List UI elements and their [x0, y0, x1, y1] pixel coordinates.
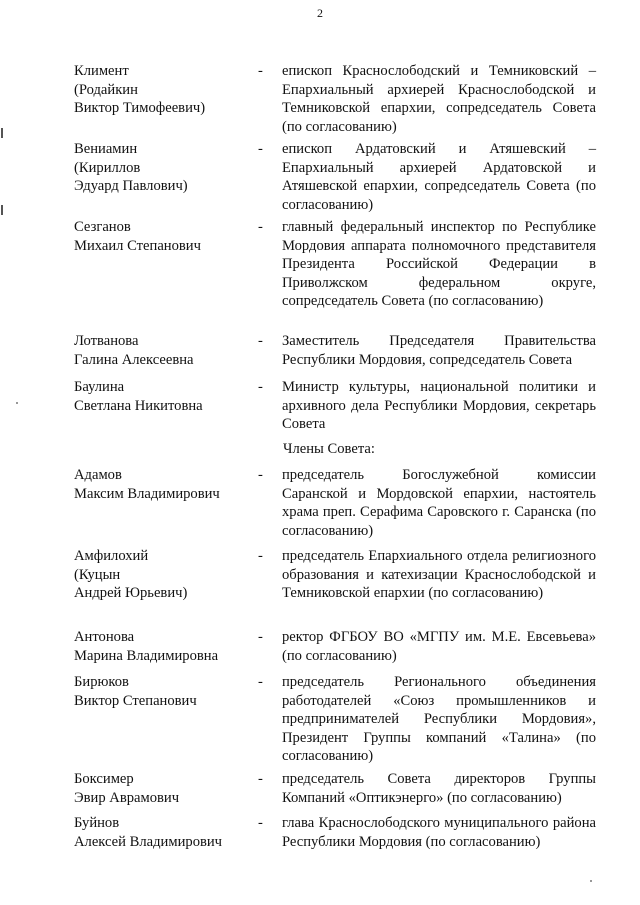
- entry-dash: -: [258, 333, 263, 349]
- person-role: председатель Богослужебной комиссии Саранской и Мордовской епархии, настоятель храма преп. Серафима Саровского г. Саранска (по согласованию): [282, 467, 596, 539]
- person-role: епископ Краснослободский и Темниковский – Епархиальный архиерей Краснослободской и Темниковской епархии, сопредседатель Совета (по согласованию): [282, 63, 596, 135]
- members-heading: Члены Совета:: [283, 441, 375, 457]
- person-name: Адамов Максим Владимирович: [74, 467, 220, 502]
- person-role: глава Краснослободского муниципального района Республики Мордовия (по согласованию): [282, 815, 596, 850]
- person-role: председатель Регионального объединения работодателей «Союз промышленников и предпринимателей Республики Мордовия», Президент Группы компаний «Талина» (по согласованию): [282, 674, 596, 765]
- person-role: председатель Епархиального отдела религиозного образования и катехизации Краснослободской и Темниковской епархии (по согласованию): [282, 548, 596, 602]
- person-role: председатель Совета директоров Группы Компаний «Оптикэнерго» (по согласованию): [282, 771, 596, 806]
- person-role: ректор ФГБОУ ВО «МГПУ им. М.Е. Евсевьева» (по согласованию): [282, 629, 596, 664]
- person-name: Лотванова Галина Алексеевна: [74, 333, 194, 368]
- person-name: Вениамин (Кириллов Эдуард Павлович): [74, 141, 188, 195]
- scan-speck: [590, 880, 592, 882]
- scan-margin-mark: [1, 205, 3, 215]
- person-role: Министр культуры, национальной политики и архивного дела Республики Мордовия, секретарь Совета: [282, 379, 596, 433]
- entry-dash: -: [258, 771, 263, 787]
- entry-dash: -: [258, 63, 263, 79]
- person-role: главный федеральный инспектор по Республике Мордовия аппарата полномочного представителя Президента Российской Федерации в Приволжском федеральном округе, сопредседатель Совета (по согласованию): [282, 219, 596, 310]
- entry-dash: -: [258, 548, 263, 564]
- person-name: Бирюков Виктор Степанович: [74, 674, 197, 709]
- person-name: Баулина Светлана Никитовна: [74, 379, 203, 414]
- person-role: епископ Ардатовский и Атяшевский – Епархиальный архиерей Ардатовской и Атяшевской епархии, сопредседатель Совета (по согласованию): [282, 141, 596, 213]
- entry-dash: -: [258, 815, 263, 831]
- scan-speck: [16, 402, 18, 404]
- entry-dash: -: [258, 674, 263, 690]
- person-name: Буйнов Алексей Владимирович: [74, 815, 223, 850]
- entry-dash: -: [258, 141, 263, 157]
- person-name: Боксимер Эвир Аврамович: [74, 771, 180, 806]
- entry-dash: -: [258, 379, 263, 395]
- person-name: Сезганов Михаил Степанович: [74, 219, 201, 254]
- person-name: Амфилохий (Куцын Андрей Юрьевич): [74, 548, 188, 602]
- entry-dash: -: [258, 467, 263, 483]
- person-name: Антонова Марина Владимировна: [74, 629, 219, 664]
- scan-margin-mark: [1, 128, 3, 138]
- person-name: Климент (Родайкин Виктор Тимофеевич): [74, 63, 206, 117]
- entry-dash: -: [258, 219, 263, 235]
- page-number: 2: [317, 6, 323, 20]
- entry-dash: -: [258, 629, 263, 645]
- person-role: Заместитель Председателя Правительства Республики Мордовия, сопредседатель Совета: [282, 333, 596, 368]
